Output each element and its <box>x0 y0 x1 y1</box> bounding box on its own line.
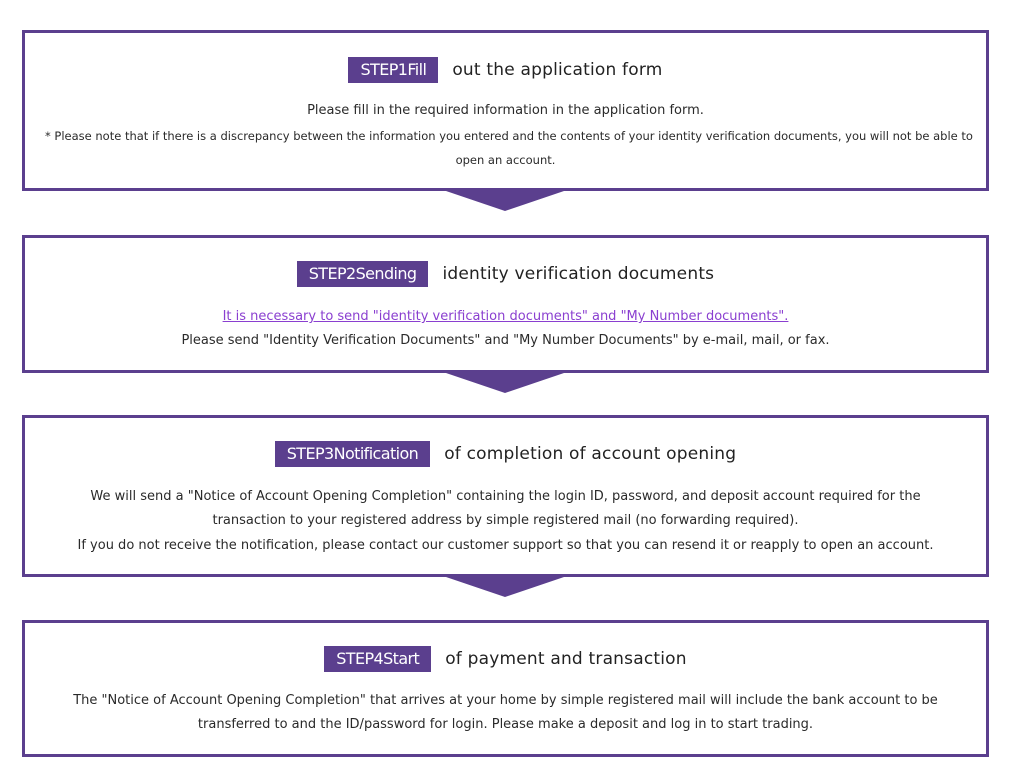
down-arrow-icon <box>446 373 564 393</box>
step-1-line-2: * Please note that if there is a discrepancy between the information you entered and the contents of your identity verification documents, you will not be able to <box>45 129 973 143</box>
down-arrow-icon <box>446 577 564 597</box>
step-4-badge: STEP4Start <box>324 646 431 672</box>
step-2-line-1: Please send "Identity Verification Documents" and "My Number Documents" by e-mail, mail, or fax. <box>181 333 830 348</box>
step-3-line-3: If you do not receive the notification, please contact our customer support so that you can resend it or reapply to open an account. <box>77 538 934 553</box>
step-1-card <box>22 30 989 191</box>
step-1-heading <box>25 57 986 83</box>
step-1-title: out the application form <box>452 60 663 80</box>
step-1-body <box>45 101 973 171</box>
step-4-line-1: The "Notice of Account Opening Completion" that arrives at your home by simple registered mail will include the bank account to be <box>73 693 938 708</box>
step-2-heading <box>25 261 986 287</box>
step-2-body <box>45 305 966 353</box>
down-arrow-icon <box>446 191 564 211</box>
step-4-heading <box>25 646 986 672</box>
step-2-documents-link[interactable]: It is necessary to send "identity verification documents" and "My Number documents". <box>222 309 789 324</box>
step-2-badge: STEP2Sending <box>297 261 429 287</box>
step-2-title: identity verification documents <box>442 264 715 284</box>
step-2-card <box>22 235 989 373</box>
step-3-heading <box>25 441 986 467</box>
step-1-line-3: open an account. <box>455 153 556 167</box>
step-3-badge: STEP3Notification <box>275 441 430 467</box>
step-3-title: of completion of account opening <box>444 444 737 464</box>
step-1-line-1: Please fill in the required information in the application form. <box>307 103 704 118</box>
step-4-title: of payment and transaction <box>445 649 687 669</box>
step-3-body <box>45 484 966 558</box>
step-4-body <box>45 688 966 737</box>
step-4-card <box>22 620 989 757</box>
step-4-line-2: transferred to and the ID/password for login. Please make a deposit and log in to start trading. <box>197 717 814 732</box>
step-1-badge: STEP1Fill <box>348 57 438 83</box>
step-3-line-2: transaction to your registered address by simple registered mail (no forwarding required). <box>212 513 799 528</box>
step-3-line-1: We will send a "Notice of Account Opening Completion" containing the login ID, password, and deposit account required for the <box>90 489 921 504</box>
step-3-card <box>22 415 989 577</box>
